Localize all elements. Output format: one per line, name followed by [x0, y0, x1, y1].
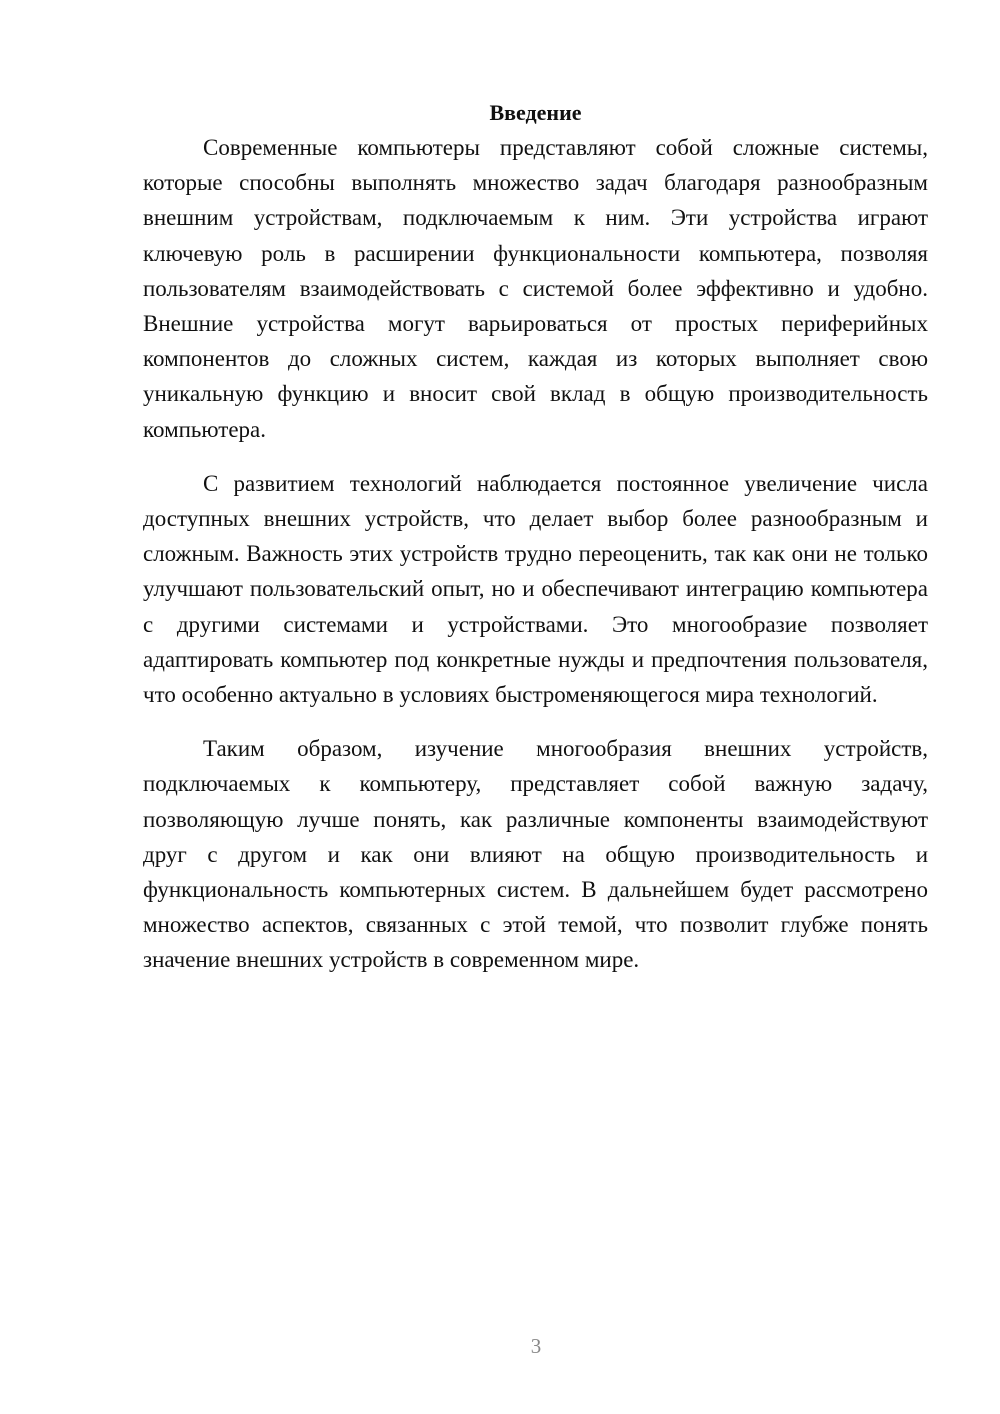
paragraph-1: Современные компьютеры представляют собой сложные системы, которые способны выполнять множество задач благодаря разнообразным внешним устройствам, подключаемым к ним. Эти устройства играют ключевую роль в расширении функциональности компьютера, позволяя пользователям взаимодействовать с системой более эффективно и удобно. Внешние устройства могут варьироваться от простых периферийных компонентов до сложных систем, каждая из которых выполняет свою уникальную функцию и вносит свой вклад в общую производительность компьютера. [143, 135, 928, 442]
page-content [143, 96, 928, 997]
paragraph-2: С развитием технологий наблюдается постоянное увеличение числа доступных внешних устройств, что делает выбор более разнообразным и сложным. Важность этих устройств трудно переоценить, так как они не только улучшают пользовательский опыт, но и обеспечивают интеграцию компьютера с другими системами и устройствами. Это многообразие позволяет адаптировать компьютер под конкретные нужды и предпочтения пользователя, что особенно актуально в условиях быстроменяющегося мира технологий. [143, 470, 928, 708]
paragraph-3: Таким образом, изучение многообразия внешних устройств, подключаемых к компьютеру, представляет собой важную задачу, позволяющую лучше понять, как различные компоненты взаимодействуют друг с другом и как они влияют на общую производительность и функциональность компьютерных систем. В дальнейшем будет рассмотрено множество аспектов, связанных с этой темой, что позволит глубже понять значение внешних устройств в современном мире. [143, 736, 928, 973]
section-title: Введение [489, 100, 582, 125]
page-number: 3 [530, 1334, 542, 1358]
